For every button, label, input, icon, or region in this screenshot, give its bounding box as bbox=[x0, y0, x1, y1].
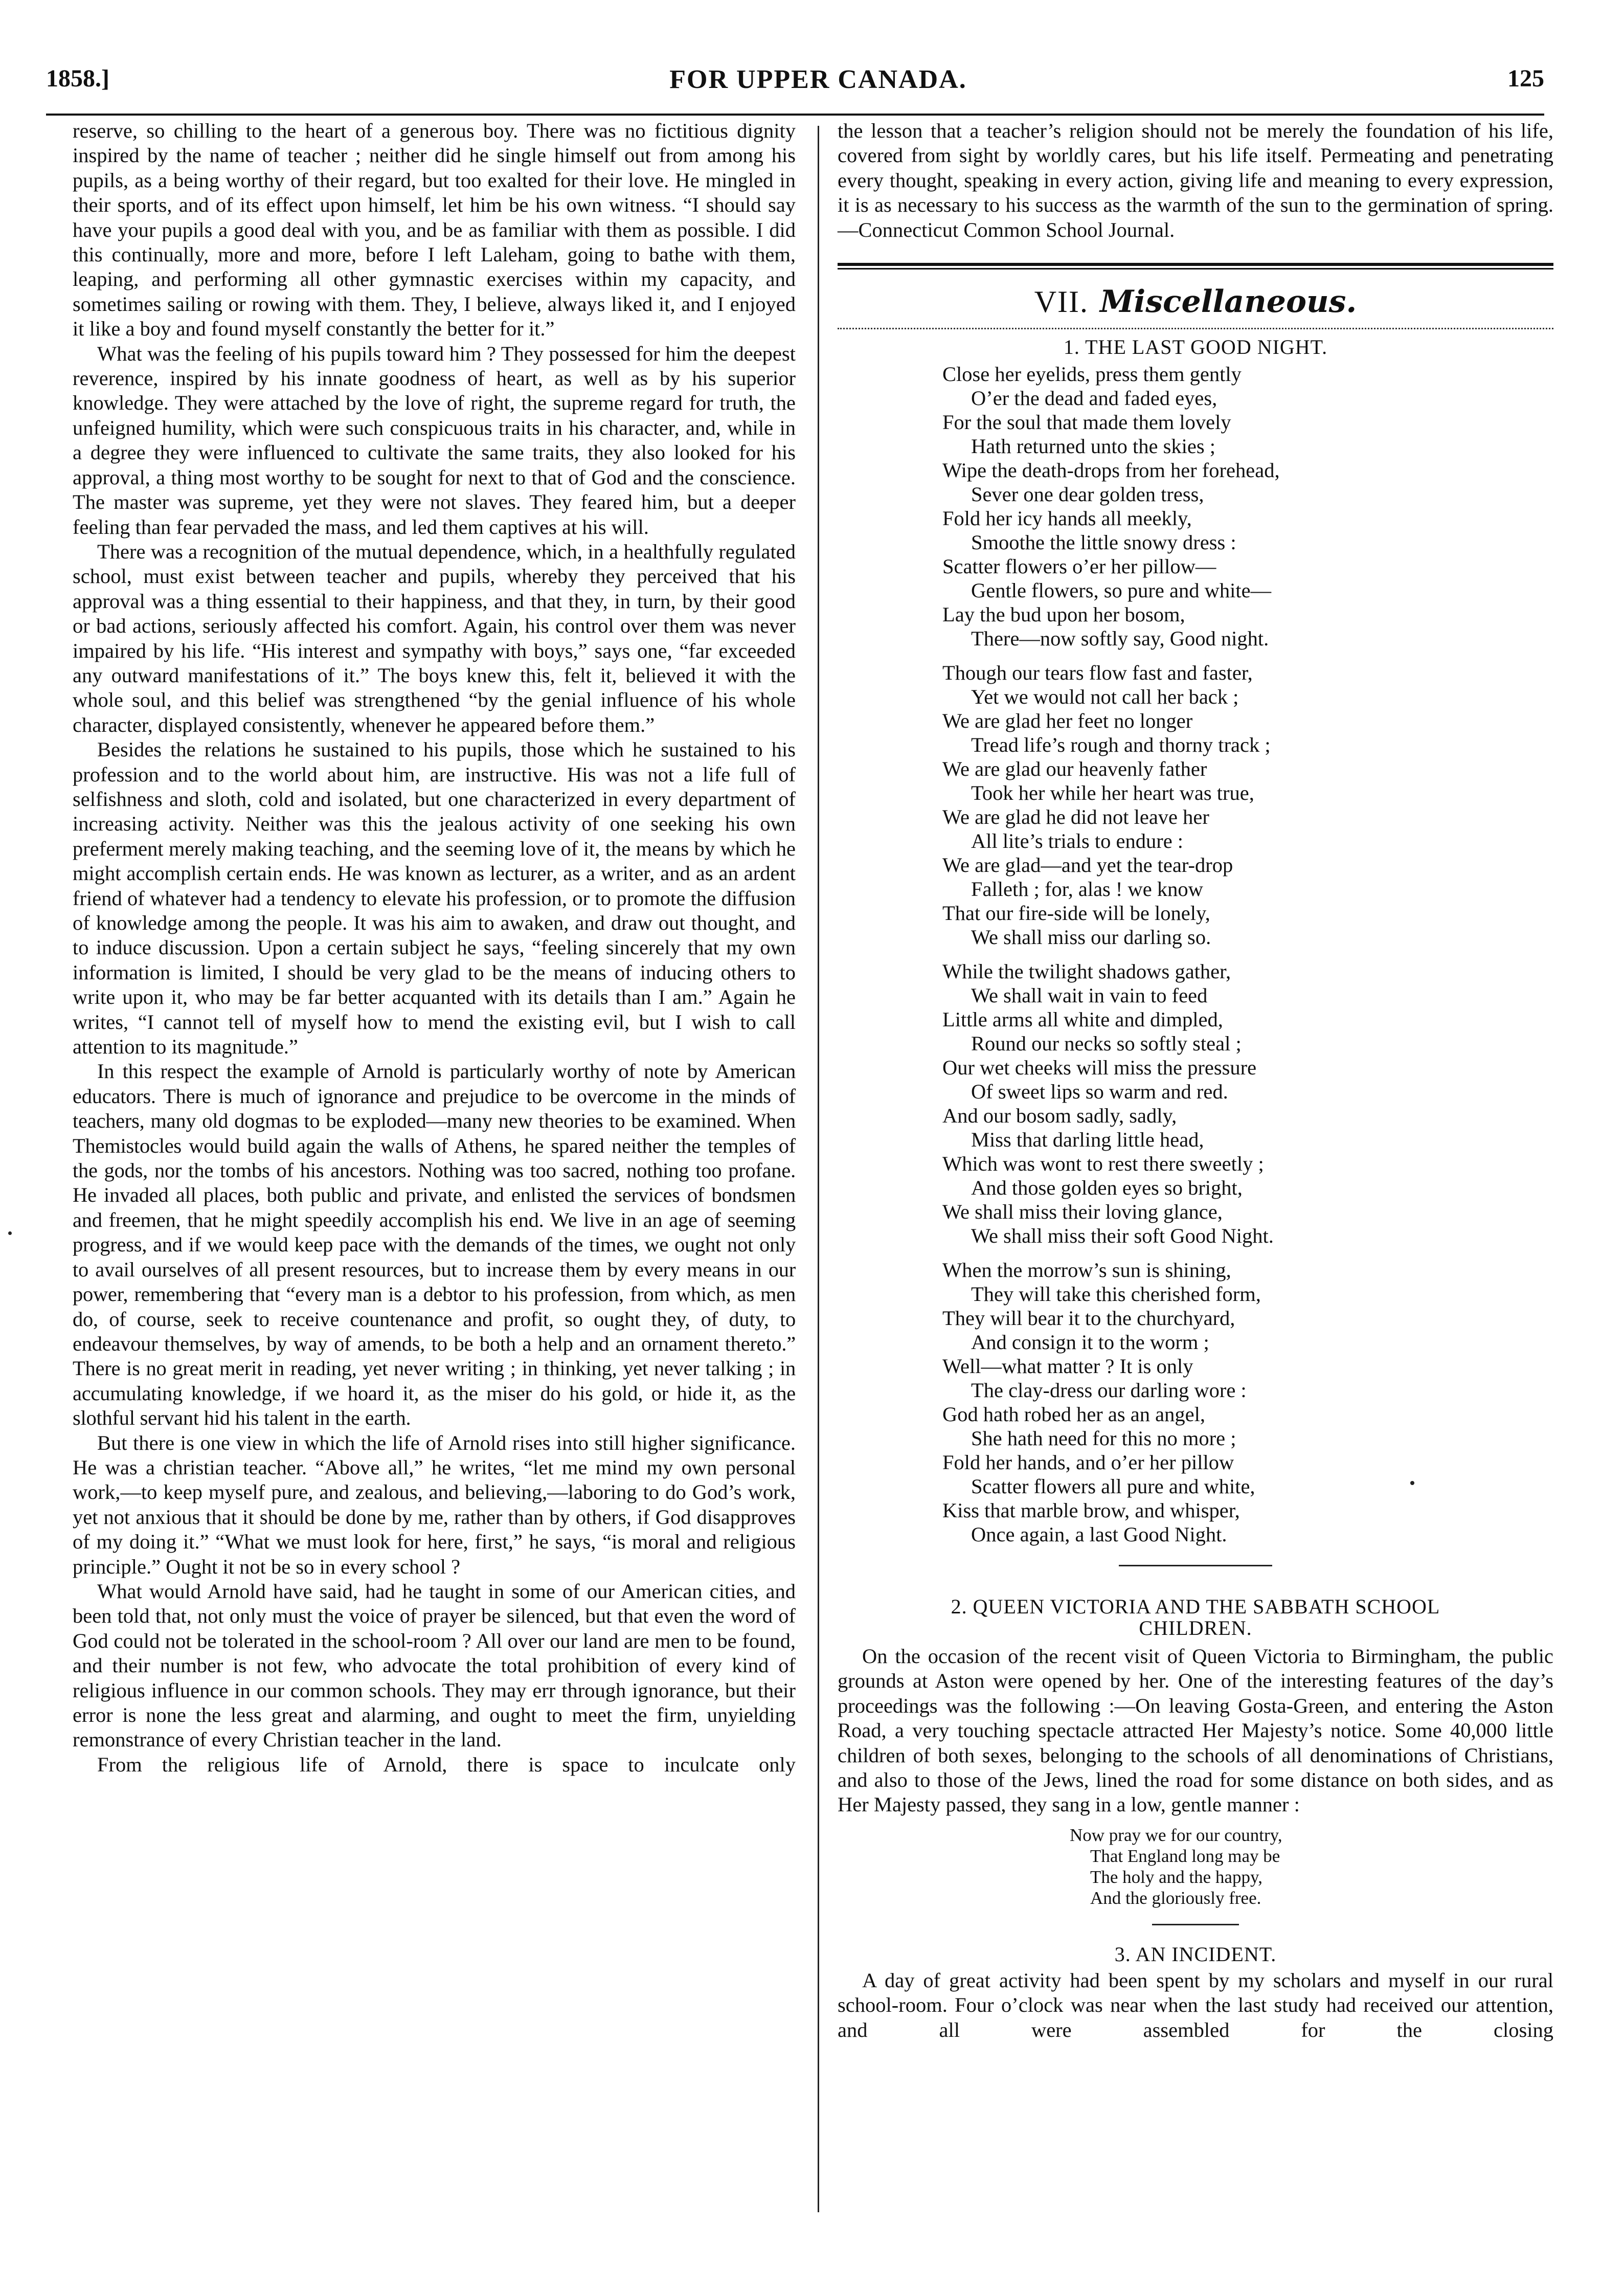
poem-line: We shall miss our darling so. bbox=[971, 926, 1211, 949]
poem-line: O’er the dead and faded eyes, bbox=[971, 387, 1217, 410]
poem-line: We shall wait in vain to feed bbox=[971, 984, 1208, 1007]
article-separator bbox=[1119, 1565, 1272, 1566]
poem-line: Our wet cheeks will miss the pressure bbox=[942, 1056, 1257, 1080]
poem-line: Gentle flowers, so pure and white— bbox=[971, 579, 1272, 602]
poem-line: Which was wont to rest there sweetly ; bbox=[942, 1152, 1264, 1176]
running-head bbox=[46, 64, 1544, 110]
article-title: 1. THE LAST GOOD NIGHT. bbox=[1063, 335, 1328, 359]
paragraph: A day of great activity had been spent by my scholars and myself in our rural school-room. Four o’clock was near when the last study had received our attention, and all were assembled for the closing bbox=[838, 1968, 1553, 2041]
poem-line: And those golden eyes so bright, bbox=[971, 1176, 1243, 1200]
poem-line: We shall miss their loving glance, bbox=[942, 1200, 1223, 1224]
paragraph: reserve, so chilling to the heart of a generous boy. There was no fictitious dignity inspired by the name of teacher ; neither did he single himself out from among his pupils, as a being worthy of their regard, but too exalted for their love. He mingled in their sports, and of its effect upon himself, let him be his own witness. “I should say have your pupils a good deal with you, and be as familiar with them as possible. I did this continually, more and more, before I left Laleham, going to bathe with them, leaping, and performing all other gymnastic exercises within my capacity, and sometimes sailing or rowing with them. They, I believe, always liked it, and I enjoyed it like a boy and found myself constantly the better for it.” bbox=[73, 119, 796, 341]
left-column bbox=[73, 119, 796, 1777]
poem-line: All lite’s trials to endure : bbox=[971, 829, 1184, 853]
poem-line: There—now softly say, Good night. bbox=[971, 627, 1269, 650]
poem-line: We are glad—and yet the tear-drop bbox=[942, 853, 1233, 877]
section-heading bbox=[838, 283, 1553, 321]
section-title: Miscellaneous. bbox=[1100, 284, 1357, 320]
margin-mark bbox=[8, 1231, 12, 1235]
paragraph: But there is one view in which the life of Arnold rises into still higher significance. He was a christian teacher. “Above all,” he writes, “let me mind my own personal work,—to keep myself pure, and zealous, and believing,—laboring to do God’s work, yet not anxious that it should be done by me, rather than by others, if God disapproves of my doing it.” “What we must look for here, first,” he says, “is moral and religious principle.” Ought it not be so in every school ? bbox=[73, 1431, 796, 1578]
paragraph: There was a recognition of the mutual dependence, which, in a healthfully regulated school, must exist between teacher and pupils, whereby they perceived that his approval was a thing essential to their happiness, and that they, in turn, by their good or bad actions, seriously affected his comfort. Again, his control over them was never impaired by his life. “His interest and sympathy with boys,” says one, “far exceeded any outward manifestations of it.” The boys knew this, felt it, believed it with the whole soul, and this belief was strengthened “by the genial influence of his whole character, displayed consistently, whenever he appeared before them.” bbox=[73, 540, 796, 736]
poem-line: And consign it to the worm ; bbox=[971, 1331, 1209, 1354]
header-title: FOR UPPER CANADA. bbox=[669, 65, 967, 94]
poem-line: Wipe the death-drops from her forehead, bbox=[942, 459, 1280, 482]
poem-line: That our fire-side will be lonely, bbox=[942, 902, 1210, 925]
poem-line: Round our necks so softly steal ; bbox=[971, 1032, 1242, 1055]
poem-line: Little arms all white and dimpled, bbox=[942, 1008, 1223, 1031]
poem-line: Yet we would not call her back ; bbox=[971, 685, 1239, 709]
poem-line: We are glad he did not leave her bbox=[942, 805, 1209, 829]
poem-line: Of sweet lips so warm and red. bbox=[971, 1080, 1228, 1104]
poem-stanza bbox=[942, 362, 1553, 650]
verse-line: The holy and the happy, bbox=[1090, 1867, 1262, 1887]
article-title-line: 2. QUEEN VICTORIA AND THE SABBATH SCHOOL bbox=[951, 1595, 1440, 1619]
poem-line: God hath robed her as an angel, bbox=[942, 1403, 1205, 1426]
right-column bbox=[838, 119, 1553, 2042]
poem-line: When the morrow’s sun is shining, bbox=[942, 1259, 1231, 1282]
section-number: VII. bbox=[1034, 285, 1089, 319]
poem-line: Kiss that marble brow, and whisper, bbox=[942, 1499, 1240, 1522]
poem-stanza bbox=[942, 1258, 1553, 1546]
paragraph: In this respect the example of Arnold is particularly worthy of note by American educators. There is much of ignorance and prejudice to be overcome in the minds of teachers, many old dogmas to be exploded—many new theories to be examined. When Themistocles would build again the walls of Athens, he spared neither the temples of the gods, nor the tombs of his ancestors. Nothing was too sacred, nothing too profane. He invaded all places, both public and private, and enlisted the services of bondsmen and freemen, that he might speedily accomplish his end. We live in an age of seeming progress, and if we would keep pace with the demands of the times, we ought not only to avail ourselves of all present resources, but to increase them by every means in our power, remembering that “every man is a debtor to his profession, from which, as men do, of course, seek to receive countenance and profit, so ought they, of duty, to endeavour themselves, by way of amends, to be both a help and an ornament thereto.” There is no great merit in reading, yet never writing ; in thinking, yet never talking ; in accumulating knowledge, if we hoard it, as the miser do his gold, or hide it, as the slothful servant hid his talent in the earth. bbox=[73, 1060, 796, 1430]
header-rule bbox=[46, 114, 1544, 116]
dotted-rule bbox=[838, 328, 1553, 329]
verse-line: Now pray we for our country, bbox=[1070, 1825, 1282, 1845]
column-divider bbox=[818, 126, 819, 2212]
poem-line: Smoothe the little snowy dress : bbox=[971, 531, 1236, 554]
poem-line: Close her eyelids, press them gently bbox=[942, 363, 1242, 386]
paragraph: On the occasion of the recent visit of Queen Victoria to Birmingham, the public grounds at Aston were opened by her. One of the interesting features of the day’s proceedings was the following :—On leaving Gosta-Green, and entering the Aston Road, a very touching spectacle attracted Her Majesty’s notice. Some 40,000 little children of both sexes, belonging to the schools of all denominations of Christians, and also to those of the Jews, lined the road for some distance on both sides, and as Her Majesty passed, they sang in a low, gentle manner : bbox=[838, 1645, 1553, 1816]
poem-line: The clay-dress our darling wore : bbox=[971, 1379, 1247, 1402]
poem-line: She hath need for this no more ; bbox=[971, 1427, 1236, 1450]
paragraph: What would Arnold have said, had he taught in some of our American cities, and been told that, not only must the voice of prayer be silenced, but that even the word of God could not be tolerated in the school-room ? All over our land are men to be found, and their number is not few, who advocate the total prohibition of every kind of religious influence in our common schools. They may err through ignorance, but their error is none the less great and alarming, and ought to meet the firm, unyielding remonstrance of every Christian teacher in the land. bbox=[73, 1579, 796, 1751]
poem-line: Falleth ; for, alas ! we know bbox=[971, 878, 1203, 901]
paragraph: From the religious life of Arnold, there is space to inculcate only bbox=[97, 1753, 796, 1776]
poem-line: Took her while her heart was true, bbox=[971, 781, 1254, 805]
section-rule bbox=[838, 263, 1553, 269]
poem-line: We shall miss their soft Good Night. bbox=[971, 1224, 1274, 1248]
poem-line: Sever one dear golden tress, bbox=[971, 483, 1204, 506]
poem-line: And our bosom sadly, sadly, bbox=[942, 1104, 1177, 1128]
poem-stanza bbox=[942, 959, 1553, 1248]
poem bbox=[942, 362, 1553, 1546]
poem-line: They will take this cherished form, bbox=[971, 1283, 1261, 1306]
article-title: 3. AN INCIDENT. bbox=[1114, 1942, 1277, 1966]
poem-line: Well—what matter ? It is only bbox=[942, 1355, 1193, 1378]
poem-line: While the twilight shadows gather, bbox=[942, 960, 1231, 983]
poem-line: Though our tears flow fast and faster, bbox=[942, 661, 1253, 685]
poem-line: Fold her icy hands all meekly, bbox=[942, 507, 1192, 530]
paragraph: Besides the relations he sustained to his pupils, those which he sustained to his profession and to the world about him, are instructive. His was not a life full of selfishness and sloth, cold and isolated, but one characterized in every department of increasing activity. Neither was this the jealous activity of one seeking his own preferment merely making teaching, and the seeming love of it, the means by which he might accomplish certain ends. He was known as lecturer, as a writer, and as an ardent friend of whatever had a tendency to elevate his profession, or to promote the diffusion of knowledge among the people. It was his aim to awaken, and draw out thought, and to induce discussion. Upon a certain subject he says, “feeling sincerely that my own information is limited, I should be very glad to be the means of inducing others to write upon it, who may be far better acquanted with its details than I am.” Again he writes, “I cannot tell of myself how to mend the existing evil, but I wish to call attention to its magnitude.” bbox=[73, 738, 796, 1059]
poem-line: Tread life’s rough and thorny track ; bbox=[971, 733, 1271, 757]
poem-line: Scatter flowers o’er her pillow— bbox=[942, 555, 1216, 578]
paragraph: the lesson that a teacher’s religion should not be merely the foundation of his life, covered from sight by worldly cares, but his life itself. Permeating and penetrating every thought, speaking in every action, giving life and meaning to every expression, it is as necessary to his success as the warmth of the sun to the germination of spring.—Connecticut Common School Journal. bbox=[838, 119, 1553, 241]
poem-stanza bbox=[942, 661, 1553, 949]
article-title-line: CHILDREN. bbox=[1139, 1616, 1252, 1640]
verse-line: And the gloriously free. bbox=[1090, 1888, 1261, 1908]
poem-line: For the soul that made them lovely bbox=[942, 411, 1231, 434]
poem-line: We are glad her feet no longer bbox=[942, 709, 1193, 733]
page-number: 125 bbox=[1507, 65, 1544, 92]
poem-line: Once again, a last Good Night. bbox=[971, 1523, 1227, 1546]
article-title bbox=[838, 1596, 1553, 1639]
article-separator bbox=[1152, 1924, 1239, 1925]
poem-line: Fold her hands, and o’er her pillow bbox=[942, 1451, 1234, 1474]
poem-line: We are glad our heavenly father bbox=[942, 757, 1207, 781]
verse-line: That England long may be bbox=[1090, 1846, 1280, 1866]
poem-line: Hath returned unto the skies ; bbox=[971, 435, 1216, 458]
poem-line: Miss that darling little head, bbox=[971, 1128, 1204, 1152]
paragraph: What was the feeling of his pupils toward him ? They possessed for him the deepest reverence, inspired by his innate goodness of heart, as well as by his superior knowledge. They were attached by the love of right, the supreme regard for truth, the unfeigned humility, which were such conspicuous traits in his character, and, while in a degree they were influenced to cultivate the same traits, they also looked for his approval, a thing most worthy to be sought for next to that of God and the conscience. The master was supreme, yet they were not slaves. They feared him, but a deeper feeling than fear pervaded the mass, and led them captives at his will. bbox=[73, 342, 796, 538]
header-year: 1858.] bbox=[46, 65, 109, 92]
poem-line: Lay the bud upon her bosom, bbox=[942, 603, 1185, 626]
poem-line: Scatter flowers all pure and white, bbox=[971, 1475, 1255, 1498]
song-verse bbox=[1070, 1825, 1553, 1908]
poem-line: They will bear it to the churchyard, bbox=[942, 1307, 1235, 1330]
